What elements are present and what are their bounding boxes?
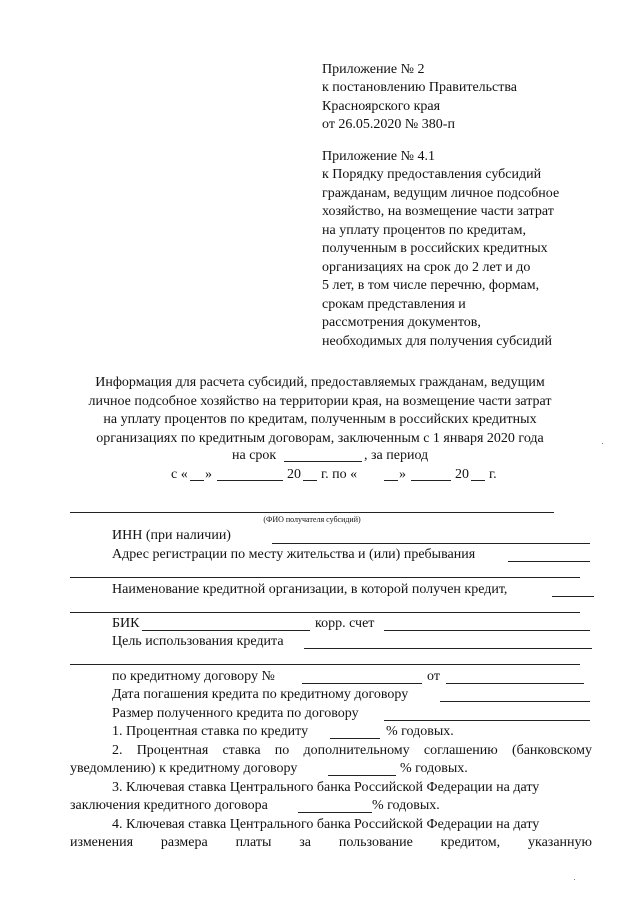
- annex-2-line: Приложение № 2: [322, 62, 425, 77]
- amount-field[interactable]: [384, 720, 590, 721]
- repayment-label: Дата погашения кредита по кредитному договору: [112, 687, 409, 702]
- inn-label: ИНН (при наличии): [112, 528, 231, 543]
- period-from-day-field[interactable]: [190, 480, 204, 481]
- contract-date-field[interactable]: [446, 683, 584, 684]
- bank-field[interactable]: [70, 612, 580, 613]
- item-4-line-1: 4. Ключевая ставка Центрального банка Российской Федерации на дату: [112, 817, 540, 832]
- repayment-date-field[interactable]: [440, 701, 590, 702]
- title-line: организациях по кредитным договорам, заключенным с 1 января 2020 года: [96, 431, 544, 446]
- period-to-month-field[interactable]: [411, 480, 451, 481]
- amount-label: Размер полученного кредита по договору: [112, 706, 359, 721]
- item-2-word: (банковскому: [511, 743, 592, 758]
- bank-field-inline[interactable]: [552, 596, 594, 597]
- contract-number-field[interactable]: [302, 683, 422, 684]
- annex-4-1-line: Приложение № 4.1: [322, 149, 435, 164]
- item-2-line-2-prefix: уведомлению) к кредитному договору: [70, 761, 298, 776]
- item-4-word: указанную: [528, 835, 592, 850]
- annex-4-1-line: полученным в российских кредитных: [322, 241, 548, 256]
- period-year2-suffix: г.: [489, 467, 497, 482]
- fio-field[interactable]: [70, 512, 554, 513]
- annex-4-1-line: на уплату процентов по кредитам,: [322, 223, 527, 238]
- item-1-rate-field[interactable]: [330, 738, 380, 739]
- period-to-year-field[interactable]: [471, 480, 485, 481]
- item-2-line-1: [112, 742, 592, 760]
- contract-label: по кредитному договору №: [112, 669, 275, 684]
- annex-4-1-line: срокам представления и: [322, 297, 466, 312]
- item-4-word: платы: [235, 835, 272, 850]
- scan-speck: [602, 443, 603, 444]
- title-line: личное подсобное хозяйство на территории края, на возмещение части затрат: [88, 394, 552, 409]
- annex-4-1-line: рассмотрения документов,: [322, 315, 481, 330]
- scan-speck: [574, 879, 575, 880]
- period-from-prefix: с «: [171, 467, 188, 482]
- item-3-rate-field[interactable]: [298, 812, 372, 813]
- item-1-suffix: % годовых.: [386, 724, 454, 739]
- item-2-word: 2.: [112, 743, 123, 758]
- address-field[interactable]: [70, 577, 580, 578]
- item-4-word: размера: [160, 835, 208, 850]
- item-2-word: Процентная: [136, 743, 209, 758]
- purpose-field-inline[interactable]: [304, 648, 592, 649]
- item-2-rate-field[interactable]: [328, 775, 396, 776]
- item-2-word: соглашению: [423, 743, 498, 758]
- item-4-word: за: [299, 835, 312, 850]
- annex-2-line: Красноярского края: [322, 99, 441, 114]
- term-prefix: на срок: [232, 448, 277, 463]
- annex-4-1-line: 5 лет, в том числе перечню, формам,: [322, 278, 540, 293]
- period-year2: 20: [455, 467, 469, 482]
- annex-2-line: к постановлению Правительства: [322, 80, 518, 95]
- corr-account-label: корр. счет: [315, 616, 375, 631]
- item-2-line-2-suffix: % годовых.: [400, 761, 468, 776]
- period-year1-suffix: г. по «: [321, 467, 358, 482]
- period-from-year-field[interactable]: [303, 480, 317, 481]
- item-4-line-2: [70, 834, 592, 852]
- item-3-line-2-suffix: % годовых.: [372, 798, 440, 813]
- period-from-month-field[interactable]: [217, 480, 283, 481]
- item-4-word: изменения: [70, 835, 134, 850]
- title-line: на уплату процентов по кредитам, полученным в российских кредитных: [103, 412, 537, 427]
- term-field[interactable]: [284, 461, 362, 462]
- annex-4-1-line: организациях на срок до 2 лет и до: [322, 260, 531, 275]
- item-2-word: ставка: [222, 743, 261, 758]
- period-to-day-field[interactable]: [384, 480, 398, 481]
- address-label: Адрес регистрации по месту жительства и (или) пребывания: [112, 547, 476, 562]
- purpose-label: Цель использования кредита: [112, 634, 284, 649]
- corr-account-field[interactable]: [384, 630, 590, 631]
- period-to-mid: »: [399, 467, 406, 482]
- item-4-word: пользование: [338, 835, 413, 850]
- bik-field[interactable]: [142, 630, 310, 631]
- period-from-mid: »: [205, 467, 212, 482]
- inn-field[interactable]: [272, 543, 590, 544]
- contract-from-label: от: [427, 669, 440, 684]
- term-suffix: , за период: [364, 448, 429, 463]
- bik-label: БИК: [112, 616, 140, 631]
- annex-4-1-line: к Порядку предоставления субсидий: [322, 167, 542, 182]
- bank-label: Наименование кредитной организации, в которой получен кредит,: [112, 582, 508, 597]
- item-3-line-1: 3. Ключевая ставка Центрального банка Российской Федерации на дату: [112, 780, 540, 795]
- item-2-word: дополнительному: [303, 743, 410, 758]
- annex-4-1-line: необходимых для получения субсидий: [322, 334, 553, 349]
- item-3-line-2-prefix: заключения кредитного договора: [70, 798, 268, 813]
- annex-2-line: от 26.05.2020 № 380-п: [322, 117, 455, 132]
- item-1-prefix: 1. Процентная ставка по кредиту: [112, 724, 309, 739]
- annex-4-1-line: гражданам, ведущим личное подсобное: [322, 186, 560, 201]
- title-line: Информация для расчета субсидий, предоставляемых гражданам, ведущим: [95, 375, 545, 390]
- item-4-word: кредитом,: [440, 835, 501, 850]
- purpose-field[interactable]: [70, 664, 580, 665]
- fio-caption: (ФИО получателя субсидий): [263, 515, 361, 524]
- period-year1: 20: [287, 467, 301, 482]
- annex-4-1-line: хозяйство, на возмещение части затрат: [322, 204, 554, 219]
- item-2-word: по: [274, 743, 290, 758]
- address-field-inline[interactable]: [508, 561, 590, 562]
